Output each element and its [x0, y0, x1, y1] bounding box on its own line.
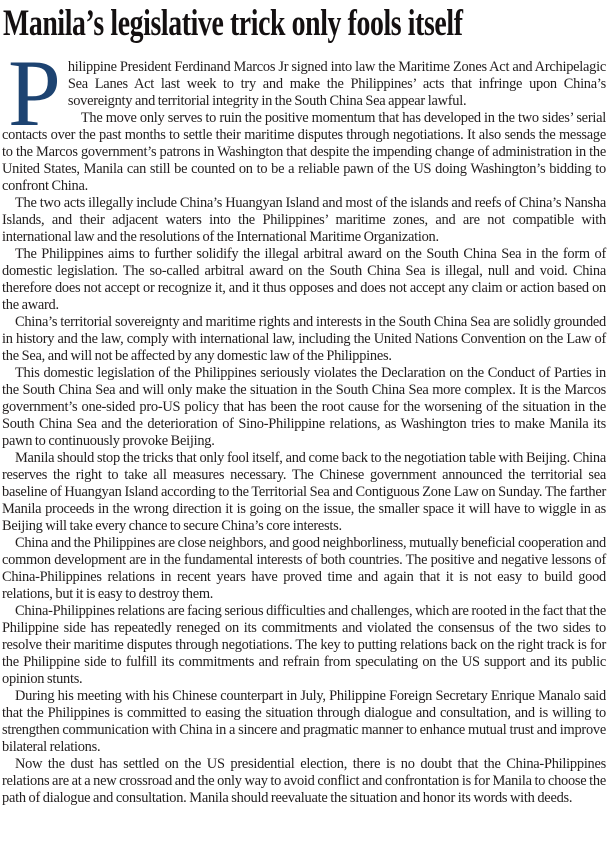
article-paragraph: The Philippines aims to further solidify the illegal arbitral award on the South China Sea in the form of domestic legislation. The so-called arbitral award on the South China Sea is illegal, null and void. China therefore does not accept or recognize it, and it thus opposes and does not accept any claim or action based on the award.: [2, 246, 606, 313]
article-headline: Manila’s legislative trick only fools itself: [3, 3, 463, 44]
article-paragraph: This domestic legislation of the Philippines seriously violates the Declaration on the Conduct of Parties in the South China Sea and will only make the situation in the South China Sea more complex. It is the Marcos government’s one-sided pro-US policy that has been the root cause for the worsening of the situation in the South China Sea and the deterioration of Sino-Philippine relations, as Washington tries to make Manila its pawn to continuously provoke Beijing.: [2, 365, 606, 449]
article-paragraph: hilippine President Ferdinand Marcos Jr signed into law the Maritime Zones Act and Archipelagic Sea Lanes Act last week to try and make the Philippines’ acts that infringe upon China’s sovereignty and territorial integrity in the South China Sea appear lawful.: [67, 59, 606, 109]
article-paragraph: The move only serves to ruin the positive momentum that has developed in the two sides’ serial contacts over the past months to settle their maritime disputes through negotiations. It also sends the message to the Marcos government’s patrons in Washington that despite the impending change of administration in the United States, Manila can still be counted on to be a reliable pawn of the US doing Washington’s bidding to confront China.: [2, 110, 606, 194]
article-paragraph: The two acts illegally include China’s Huangyan Island and most of the islands and reefs of China’s Nansha Islands, and their adjacent waters into the Philippines’ maritime zones, and are not compatible with international law and the resolutions of the International Maritime Organization.: [2, 195, 606, 245]
article-body: [0, 40, 609, 807]
article-paragraph: China-Philippines relations are facing serious difficulties and challenges, which are rooted in the fact that the Philippine side has repeatedly reneged on its commitments and violated the consensus of the two sides to resolve their maritime disputes through negotiations. The key to putting relations back on the right track is for the Philippine side to fulfill its commitments and refrain from speculating on the US support and its public opinion stunts.: [2, 603, 606, 687]
article-paragraph: During his meeting with his Chinese counterpart in July, Philippine Foreign Secretary Enrique Manalo said that the Philippines is committed to easing the situation through dialogue and consultation, and is willing to strengthen communication with China in a sincere and pragmatic manner to enhance mutual trust and improve bilateral relations.: [2, 688, 606, 755]
article-paragraph: China’s territorial sovereignty and maritime rights and interests in the South China Sea are solidly grounded in history and the law, comply with international law, including the United Nations Convention on the Law of the Sea, and will not be affected by any domestic law of the Philippines.: [2, 314, 606, 364]
article-paragraph: Manila should stop the tricks that only fool itself, and come back to the negotiation table with Beijing. China reserves the right to take all measures necessary. The Chinese government announced the territorial sea baseline of Huangyan Island according to the Territorial Sea and Contiguous Zone Law on Sunday. The farther Manila proceeds in the wrong direction it is going on the issue, the smaller space it will have to wiggle in as Beijing will take every chance to secure China’s core interests.: [2, 450, 606, 534]
article-paragraph: Now the dust has settled on the US presidential election, there is no doubt that the China-Philippines relations are at a new crossroad and the only way to avoid conflict and confrontation is for Manila to choose the path of dialogue and consultation. Manila should reevaluate the situation and honor its words with deeds.: [2, 756, 606, 806]
article-paragraph: China and the Philippines are close neighbors, and good neighborliness, mutually beneficial cooperation and common development are in the fundamental interests of both countries. The positive and negative lessons of China-Philippines relations in recent years have proved time and again that it is not easy to build good relations, but it is easy to destroy them.: [2, 535, 606, 602]
drop-cap: P: [8, 40, 61, 146]
